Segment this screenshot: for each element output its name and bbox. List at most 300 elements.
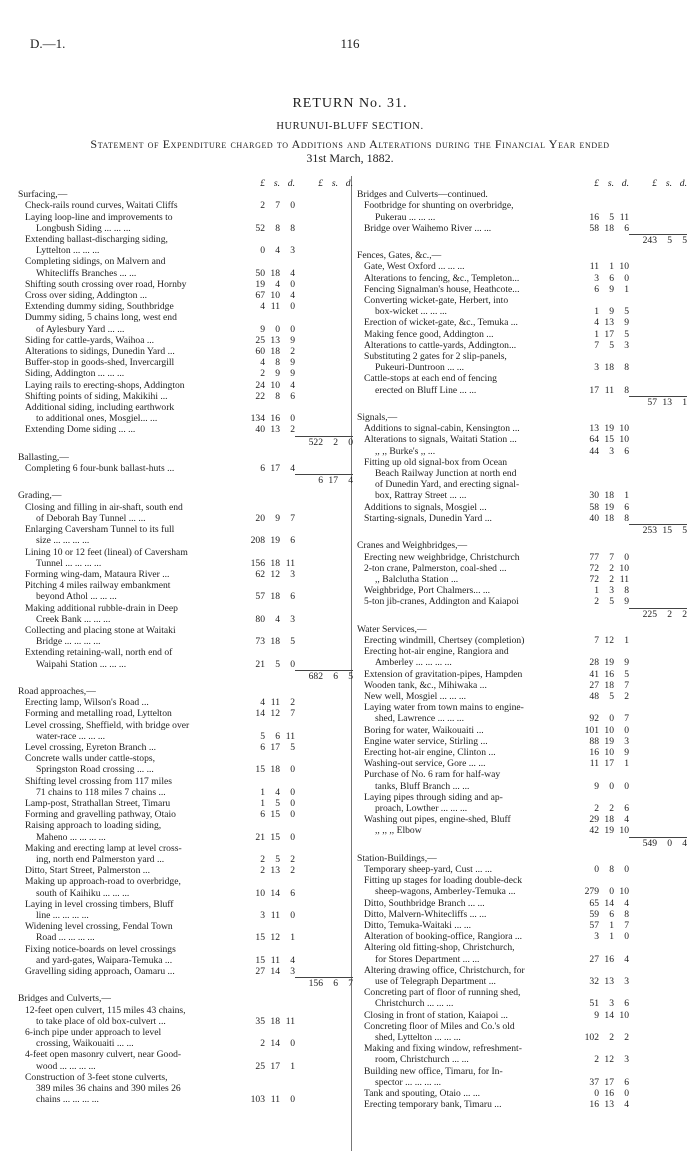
- expenditure-row: [357, 513, 687, 524]
- item-description: Forming and gravelling pathway, Otaio: [25, 809, 176, 821]
- expenditure-row: [18, 558, 353, 569]
- expenditure-row: [357, 585, 687, 596]
- expenditure-row: [18, 535, 353, 546]
- expenditure-row: [18, 820, 353, 831]
- expenditure-row: [18, 865, 353, 876]
- item-pence: 4: [624, 897, 629, 909]
- item-pounds: 1: [594, 328, 599, 340]
- item-pounds: 13: [589, 423, 599, 435]
- expenditure-row: [357, 306, 687, 317]
- item-description: Substituting 2 gates for 2 slip-panels,: [364, 351, 507, 363]
- item-pence: 2: [290, 697, 295, 709]
- expenditure-row: [357, 200, 687, 211]
- item-description: Shifting level crossing from 117 miles: [25, 775, 172, 787]
- item-pounds: 40: [255, 424, 265, 436]
- expenditure-row: [357, 713, 687, 724]
- item-pounds: 9: [594, 780, 599, 792]
- item-description: Engine water service, Stirling ...: [364, 735, 488, 747]
- header-shillings: s.: [273, 178, 280, 189]
- item-pence: 9: [624, 746, 629, 758]
- item-description: Waipahi Station ... ... ...: [36, 658, 127, 670]
- left-expenditure-list: [18, 189, 353, 1105]
- subtotal-row: [357, 524, 687, 536]
- expenditure-row: [18, 290, 353, 301]
- item-description: shed, Lawrence ... ... ...: [375, 713, 464, 725]
- item-pounds: 58: [589, 501, 599, 513]
- item-description: Closing in front of station, Kaiapoi ...: [364, 1009, 508, 1021]
- item-pence: 8: [624, 908, 629, 920]
- item-pence: 0: [624, 931, 629, 943]
- page-number: 116: [340, 36, 360, 51]
- expenditure-row: [357, 479, 687, 490]
- total-shillings: 13: [657, 396, 672, 408]
- item-description: Closing and filling in air-shaft, south end: [25, 501, 183, 513]
- expenditure-row: [357, 457, 687, 468]
- category-heading: [357, 250, 687, 261]
- item-pence: 9: [624, 596, 629, 608]
- item-shillings: 6: [609, 272, 614, 284]
- item-description: Whitecliffs Branches ... ...: [36, 267, 137, 279]
- item-description: of Aylesbury Yard ... ...: [36, 323, 125, 335]
- expenditure-row: [18, 647, 353, 658]
- item-shillings: 12: [270, 708, 280, 720]
- item-description: Fencing Signalman's house, Heathcote...: [364, 283, 520, 295]
- total-pounds: 549: [629, 837, 657, 849]
- item-shillings: 16: [604, 668, 614, 680]
- item-shillings: 18: [604, 512, 614, 524]
- expenditure-row: [357, 329, 687, 340]
- item-pounds: 4: [260, 301, 265, 313]
- item-description: size ... ... ... ...: [36, 535, 90, 547]
- expenditure-row: [18, 888, 353, 899]
- item-shillings: 18: [270, 1015, 280, 1027]
- item-description: Concrete walls under cattle-stops,: [25, 753, 156, 765]
- item-pence: 5: [624, 328, 629, 340]
- expenditure-row: [18, 966, 353, 977]
- item-pence: 1: [624, 283, 629, 295]
- expenditure-row: [357, 596, 687, 607]
- expenditure-row: [357, 864, 687, 875]
- category-heading: [18, 452, 353, 463]
- total-pounds: 225: [629, 608, 657, 620]
- item-pence: 11: [619, 211, 629, 223]
- item-pence: 4: [290, 463, 295, 475]
- item-pence: 9: [290, 334, 295, 346]
- item-shillings: 8: [275, 222, 280, 234]
- item-pounds: 6: [260, 809, 265, 821]
- total-pence: 2: [672, 608, 687, 620]
- total-shillings: 5: [657, 234, 672, 246]
- item-description: Erecting hot-air engine, Clinton ...: [364, 746, 496, 758]
- item-shillings: 14: [270, 966, 280, 978]
- item-description: 71 chains to 118 miles 7 chains ...: [36, 786, 166, 798]
- item-pence: 3: [290, 245, 295, 257]
- item-description: wood ... ... ... ...: [36, 1060, 96, 1072]
- item-shillings: 19: [604, 657, 614, 669]
- item-pence: 0: [290, 323, 295, 335]
- item-pounds: 10: [255, 887, 265, 899]
- category-heading: [18, 490, 353, 501]
- item-description: proach, Lowther ... ... ...: [375, 802, 468, 814]
- item-pounds: 103: [250, 1094, 265, 1106]
- item-description: ,, ,, Burke's ,, ...: [375, 445, 436, 457]
- item-shillings: 1: [609, 261, 614, 273]
- header-pounds: £: [260, 178, 265, 189]
- item-description: Laying water from town mains to engine-: [364, 702, 524, 714]
- item-description: Amberley ... ... ... ...: [375, 657, 452, 669]
- item-shillings: 9: [609, 283, 614, 295]
- item-shillings: 13: [270, 424, 280, 436]
- expenditure-row: [357, 942, 687, 953]
- item-description: Starting-signals, Dunedin Yard ...: [364, 512, 492, 524]
- item-pence: 0: [290, 301, 295, 313]
- item-pounds: 101: [584, 724, 599, 736]
- item-description: Tunnel ... ... ... ...: [36, 557, 102, 569]
- item-description: Additional siding, including earthwork: [25, 402, 175, 414]
- item-description: Alterations to sidings, Dunedin Yard ...: [25, 346, 175, 358]
- item-description: Extension of gravitation-pipes, Hampden: [364, 668, 523, 680]
- item-shillings: 8: [275, 357, 280, 369]
- expenditure-row: [357, 680, 687, 691]
- item-description: ,, Balclutha Station ...: [375, 573, 459, 585]
- right-currency-header: [357, 178, 687, 189]
- item-pence: 9: [624, 317, 629, 329]
- expenditure-row: [18, 268, 353, 279]
- expenditure-row: [18, 524, 353, 535]
- item-pence: 2: [290, 865, 295, 877]
- expenditure-row: [18, 1049, 353, 1060]
- right-column: [357, 178, 687, 1110]
- item-description: 5-ton jib-cranes, Addington and Kaiapoi: [364, 596, 519, 608]
- item-pence: 3: [290, 568, 295, 580]
- item-pence: 2: [290, 346, 295, 358]
- item-description: Ditto, Southbridge Branch ... ...: [364, 897, 485, 909]
- category-heading: [18, 993, 353, 1004]
- item-pounds: 279: [584, 886, 599, 898]
- item-description: Siding for cattle-yards, Waihoa ...: [25, 334, 155, 346]
- item-pence: 0: [290, 786, 295, 798]
- item-description: 12-feet open culvert, 115 miles 43 chains,: [25, 1004, 186, 1016]
- total-shillings: 15: [657, 524, 672, 536]
- item-pounds: 20: [255, 512, 265, 524]
- item-description: Widening level crossing, Fendal Town: [25, 921, 173, 933]
- item-description: box-wicket ... ... ...: [375, 306, 447, 318]
- expenditure-row: [18, 1005, 353, 1016]
- item-shillings: 0: [609, 886, 614, 898]
- item-pounds: 65: [589, 897, 599, 909]
- expenditure-row: [357, 261, 687, 272]
- item-description: Pukerau ... ... ...: [375, 211, 436, 223]
- expenditure-row: [18, 776, 353, 787]
- expenditure-row: [357, 931, 687, 942]
- item-pence: 0: [290, 831, 295, 843]
- expenditure-row: [18, 368, 353, 379]
- item-pence: 0: [624, 724, 629, 736]
- item-description: beyond Athol ... ... ...: [36, 591, 117, 603]
- item-description: Raising approach to loading siding,: [25, 820, 162, 832]
- expenditure-row: [357, 965, 687, 976]
- item-shillings: 12: [604, 634, 614, 646]
- item-pounds: 16: [589, 211, 599, 223]
- expenditure-row: [357, 635, 687, 646]
- item-pounds: 40: [589, 512, 599, 524]
- item-description: Temporary sheep-yard, Cust ... ...: [364, 863, 493, 875]
- expenditure-row: [18, 625, 353, 636]
- item-pounds: 15: [255, 764, 265, 776]
- item-pounds: 92: [589, 713, 599, 725]
- item-description: Building new office, Timaru, for In-: [364, 1065, 503, 1077]
- item-description: Extending Dome siding ... ...: [25, 424, 136, 436]
- item-shillings: 5: [275, 853, 280, 865]
- expenditure-row: [357, 446, 687, 457]
- subtotal-row: [18, 977, 353, 989]
- item-pounds: 0: [260, 245, 265, 257]
- item-pounds: 29: [589, 814, 599, 826]
- subtotal-row: [357, 608, 687, 620]
- item-pence: 6: [624, 222, 629, 234]
- item-pounds: 1: [594, 306, 599, 318]
- expenditure-row: [18, 547, 353, 558]
- item-shillings: 0: [275, 323, 280, 335]
- expenditure-row: [18, 798, 353, 809]
- statement-line-2: 31st March, 1882.: [306, 151, 394, 165]
- category-heading: [18, 189, 353, 200]
- item-pence: 0: [290, 1094, 295, 1106]
- item-shillings: 1: [609, 931, 614, 943]
- item-pence: 2: [290, 853, 295, 865]
- item-description: Forming wing-dam, Mataura River ...: [25, 568, 170, 580]
- expenditure-row: [18, 256, 353, 267]
- item-shillings: 3: [609, 445, 614, 457]
- expenditure-row: [357, 574, 687, 585]
- item-pounds: 19: [255, 278, 265, 290]
- item-description: Erecting windmill, Chertsey (completion): [364, 634, 525, 646]
- item-description: Ditto, Temuka-Waitaki ... ...: [364, 920, 472, 931]
- item-description: ing, north end Palmerston yard ...: [36, 853, 165, 865]
- expenditure-row: [357, 362, 687, 373]
- total-pounds: 57: [629, 396, 657, 408]
- left-column: [18, 178, 353, 1105]
- item-description: Enlarging Caversham Tunnel to its full: [25, 524, 175, 536]
- item-description: Check-rails round curves, Waitati Cliffs: [25, 200, 178, 212]
- right-expenditure-list: [357, 189, 687, 1110]
- item-shillings: 7: [275, 200, 280, 212]
- item-description: ,, ,, ,, Elbow: [375, 825, 422, 837]
- total-shillings: 2: [323, 436, 338, 448]
- item-pounds: 77: [589, 551, 599, 563]
- expenditure-row: [18, 955, 353, 966]
- total-shillings: 2: [657, 608, 672, 620]
- item-shillings: 0: [609, 713, 614, 725]
- item-pence: 8: [290, 222, 295, 234]
- expenditure-row: [18, 324, 353, 335]
- item-description: south of Kaihiku ... ... ...: [36, 887, 130, 899]
- item-pounds: 1: [260, 786, 265, 798]
- item-pounds: 134: [250, 413, 265, 425]
- item-description: sheep-wagons, Amberley-Temuka ...: [375, 886, 516, 898]
- item-description: Road ... ... ... ...: [36, 932, 95, 944]
- item-description: use of Telegraph Department ...: [375, 976, 496, 988]
- item-pence: 0: [290, 764, 295, 776]
- item-pence: 6: [624, 1076, 629, 1088]
- expenditure-row: [357, 212, 687, 223]
- item-pence: 8: [624, 384, 629, 396]
- total-pence: 5: [672, 234, 687, 246]
- expenditure-row: [18, 753, 353, 764]
- item-description: Maheno ... ... ... ...: [36, 831, 106, 843]
- expenditure-row: [357, 803, 687, 814]
- item-description: Washing-out service, Gore ... ...: [364, 758, 486, 770]
- item-description: Construction of 3-feet stone culverts,: [25, 1071, 168, 1083]
- item-pounds: 27: [589, 953, 599, 965]
- item-shillings: 19: [604, 735, 614, 747]
- item-pence: 10: [619, 825, 629, 837]
- subtotal-row: [18, 670, 353, 682]
- item-pounds: 59: [589, 908, 599, 920]
- item-description: to additional ones, Mosgiel... ...: [36, 413, 158, 425]
- item-shillings: 0: [609, 780, 614, 792]
- expenditure-row: [357, 468, 687, 479]
- item-description: Forming and metalling road, Lyttelton: [25, 708, 172, 720]
- item-shillings: 9: [609, 306, 614, 318]
- expenditure-row: [357, 976, 687, 987]
- item-description: Additions to signal-cabin, Kensington ...: [364, 423, 520, 435]
- expenditure-row: [18, 301, 353, 312]
- item-description: Converting wicket-gate, Herbert, into: [364, 295, 509, 307]
- item-pence: 0: [290, 809, 295, 821]
- item-pence: 6: [624, 802, 629, 814]
- item-description: Erecting hot-air engine, Rangiora and: [364, 646, 509, 658]
- category-heading: [357, 853, 687, 864]
- item-pounds: 4: [594, 317, 599, 329]
- item-description: Shifting points of siding, Makikihi ...: [25, 390, 168, 402]
- expenditure-row: [18, 854, 353, 865]
- item-description: Erection of wicket-gate, &c., Temuka ...: [364, 317, 518, 329]
- expenditure-row: [18, 614, 353, 625]
- item-description: Buffer-stop in goods-shed, Invercargill: [25, 357, 175, 369]
- item-description: Erecting lamp, Wilson's Road ...: [25, 697, 149, 709]
- item-description: 4-feet open masonry culvert, near Good-: [25, 1049, 182, 1061]
- item-pounds: 25: [255, 1060, 265, 1072]
- item-shillings: 12: [270, 932, 280, 944]
- item-shillings: 7: [609, 551, 614, 563]
- header-pence-total: d.: [345, 178, 353, 189]
- item-pence: 0: [624, 1088, 629, 1100]
- item-pence: 6: [290, 390, 295, 402]
- item-description: Ballasting,—: [18, 451, 69, 463]
- item-shillings: 10: [604, 724, 614, 736]
- item-shillings: 18: [270, 267, 280, 279]
- item-pence: 3: [624, 1054, 629, 1066]
- item-description: Gate, West Oxford ... ... ...: [364, 261, 465, 273]
- item-description: Completing 6 four-bunk ballast-huts ...: [25, 463, 175, 475]
- item-shillings: 17: [604, 1076, 614, 1088]
- expenditure-row: [18, 742, 353, 753]
- total-pence: 4: [338, 474, 353, 486]
- total-pence: 7: [338, 977, 353, 989]
- item-description: Extending dummy siding, Southbridge: [25, 301, 174, 313]
- item-pounds: 2: [260, 865, 265, 877]
- subtotal-row: [357, 234, 687, 246]
- expenditure-row: [18, 603, 353, 614]
- expenditure-row: [18, 1061, 353, 1072]
- item-description: Laying in level crossing timbers, Bluff: [25, 898, 174, 910]
- expenditure-row: [357, 284, 687, 295]
- item-pounds: 21: [255, 658, 265, 670]
- item-shillings: 19: [604, 825, 614, 837]
- item-description: Fences, Gates, &c.,—: [357, 250, 442, 262]
- item-pence: 10: [619, 261, 629, 273]
- expenditure-row: [357, 385, 687, 396]
- item-pence: 4: [290, 290, 295, 302]
- statement-heading: [20, 137, 680, 165]
- expenditure-row: [18, 731, 353, 742]
- expenditure-row: [357, 1077, 687, 1088]
- item-pence: 11: [285, 730, 295, 742]
- item-shillings: 18: [270, 346, 280, 358]
- expenditure-row: [18, 659, 353, 670]
- item-description: Surfacing,—: [18, 189, 68, 201]
- expenditure-row: [357, 987, 687, 998]
- expenditure-row: [357, 1032, 687, 1043]
- expenditure-row: [357, 552, 687, 563]
- item-pounds: 2: [260, 368, 265, 380]
- item-description: chains ... ... ... ...: [36, 1094, 99, 1106]
- return-title: RETURN No. 31.: [292, 96, 408, 111]
- item-pounds: 72: [589, 562, 599, 574]
- item-pounds: 4: [260, 357, 265, 369]
- item-shillings: 15: [270, 809, 280, 821]
- item-shillings: 6: [275, 730, 280, 742]
- expenditure-row: [18, 402, 353, 413]
- page-header: [0, 36, 700, 56]
- item-description: Concreting floor of Miles and Co.'s old: [364, 1020, 515, 1032]
- item-description: erected on Bluff Line ... ...: [375, 384, 477, 396]
- total-pence: 5: [338, 670, 353, 682]
- item-pounds: 27: [589, 679, 599, 691]
- item-description: of Dunedin Yard, and erecting signal-: [375, 479, 520, 491]
- expenditure-row: [357, 1088, 687, 1099]
- item-pounds: 28: [589, 657, 599, 669]
- item-shillings: 3: [609, 998, 614, 1010]
- item-description: to take place of old box-culvert ...: [36, 1015, 166, 1027]
- item-description: Collecting and placing stone at Waitaki: [25, 624, 176, 636]
- item-description: 6-inch pipe under approach to level: [25, 1027, 162, 1039]
- item-shillings: 14: [604, 897, 614, 909]
- expenditure-row: [18, 910, 353, 921]
- expenditure-row: [18, 1083, 353, 1094]
- header-pence: d.: [287, 178, 295, 189]
- total-pounds: 522: [295, 436, 323, 448]
- item-shillings: 15: [604, 434, 614, 446]
- item-description: New well, Mosgiel ... ... ...: [364, 690, 467, 702]
- item-pounds: 156: [250, 557, 265, 569]
- total-shillings: 6: [323, 670, 338, 682]
- item-pence: 0: [290, 797, 295, 809]
- item-description: Laying loop-line and improvements to: [25, 211, 173, 223]
- expenditure-row: [357, 669, 687, 680]
- item-pence: 5: [624, 306, 629, 318]
- header-pence-total: d.: [679, 178, 687, 189]
- item-pounds: 67: [255, 290, 265, 302]
- expenditure-row: [18, 212, 353, 223]
- item-pounds: 2: [260, 200, 265, 212]
- item-pounds: 2: [260, 853, 265, 865]
- item-shillings: 13: [604, 317, 614, 329]
- item-pounds: 88: [589, 735, 599, 747]
- item-shillings: 14: [270, 887, 280, 899]
- item-shillings: 1: [609, 920, 614, 931]
